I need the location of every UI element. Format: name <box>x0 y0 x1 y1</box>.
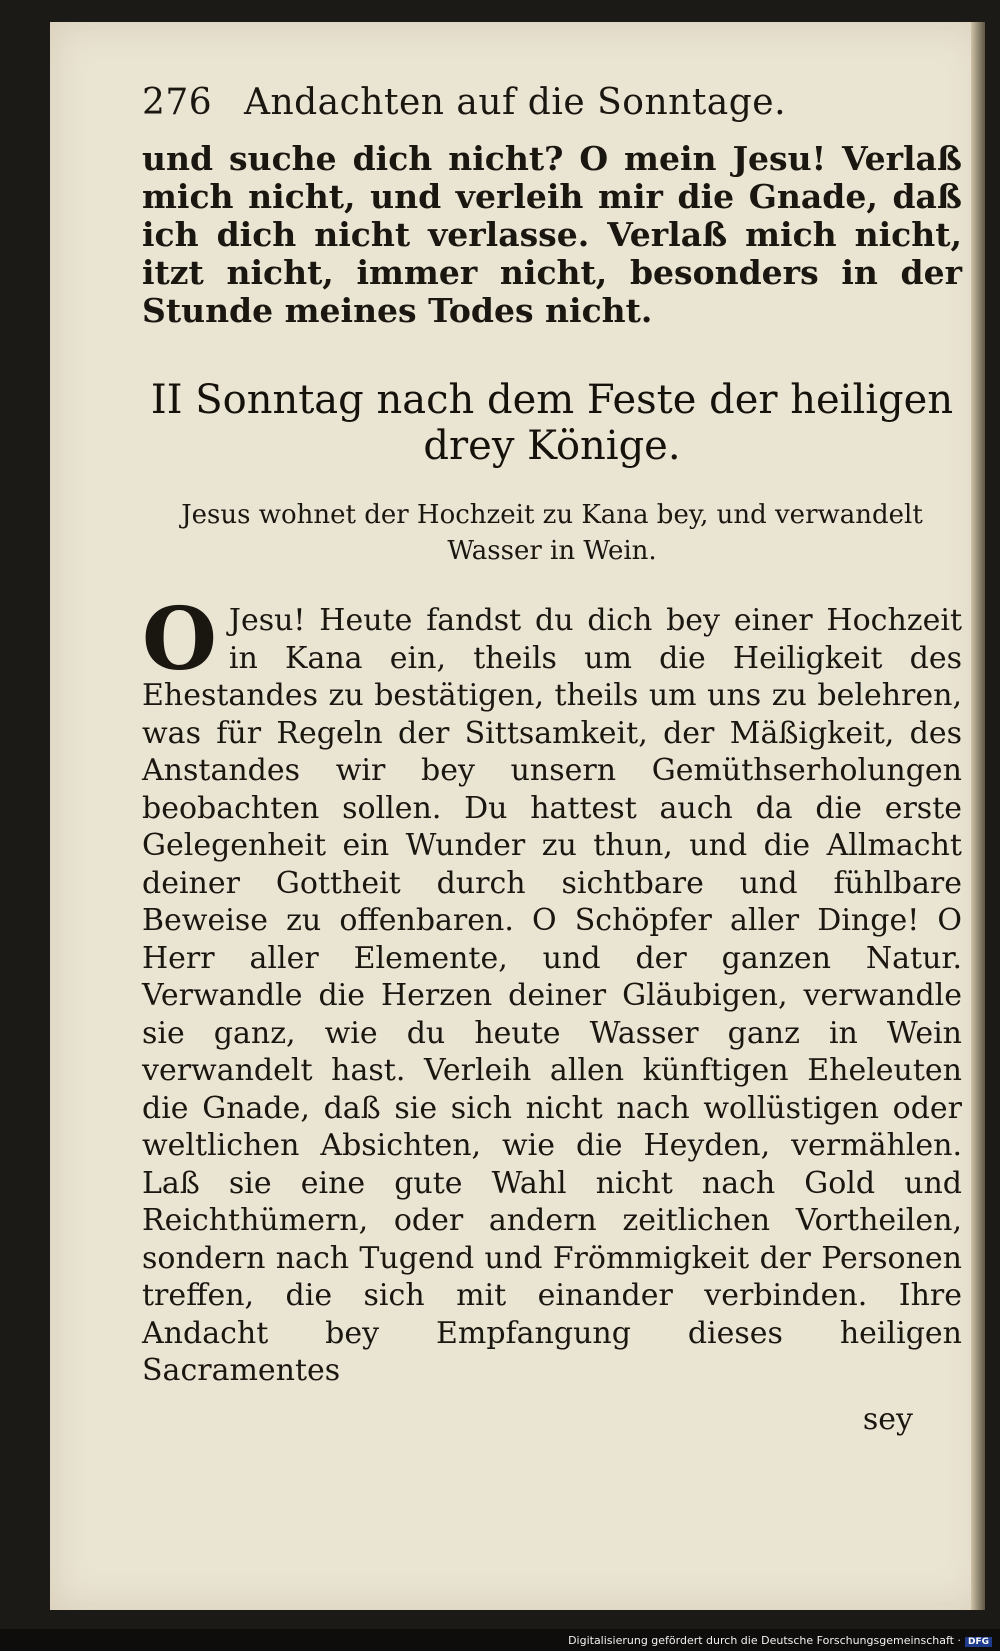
body-text: Jesu! Heute fandst du dich bey einer Hochzeit in Kana ein, theils um die Heiligkeit des Ehestandes zu bestätigen, theils um uns zu belehren, was für Regeln der Sittsamkeit, der Mäßigkeit, des Anstandes wir bey unsern Gemüthserholungen beobachten sollen. Du hattest auch da die erste Gelegenheit ein Wunder zu thun, und die Allmacht deiner Gottheit durch sichtbare und fühlbare Beweise zu offenbaren. O Schöpfer aller Dinge! O Herr aller Elemente, und der ganzen Natur. Verwandle die Herzen deiner Gläubigen, verwandle sie ganz, wie du heute Wasser ganz in Wein verwandelt hast. Verleih allen künftigen Eheleuten die Gnade, daß sie sich nicht nach wollüstigen oder weltlichen Absichten, wie die Heyden, vermählen. Laß sie eine gute Wahl nicht nach Gold und Reichthümern, oder andern zeitlichen Vortheilen, sondern nach Tugend und Frömmigkeit der Personen treffen, die sich mit einander verbinden. Ihre Andacht bey Empfangung dieses heiligen Sacramentes <box>142 603 962 1388</box>
catchword: sey <box>862 1402 913 1437</box>
footer-credit-text: Digitalisierung gefördert durch die Deutsche Forschungsgemeinschaft · <box>568 1634 961 1647</box>
dfg-logo: DFG <box>965 1637 992 1647</box>
page-edge <box>971 22 985 1610</box>
book-page <box>50 22 985 1610</box>
drop-cap: O <box>142 589 217 690</box>
running-head <box>142 82 942 123</box>
footer-credit <box>568 1634 992 1647</box>
footer-bar <box>0 1629 1000 1651</box>
body-paragraph <box>142 589 962 1390</box>
top-paragraph: und suche dich nicht? O mein Jesu! Verlaß mich nicht, und verleih mir die Gnade, daß ich dich nicht verlasse. Verlaß mich nicht, itzt nicht, immer nicht, besonders in der Stunde meines Todes nicht. <box>142 139 962 330</box>
section-subtitle: Jesus wohnet der Hochzeit zu Kana bey, und verwandelt Wasser in Wein. <box>181 500 923 566</box>
page-number: 276 <box>142 82 213 123</box>
running-title: Andachten auf die Sonntage. <box>243 82 787 123</box>
section-title: II Sonntag nach dem Feste der heiligen drey Könige. <box>150 377 954 469</box>
